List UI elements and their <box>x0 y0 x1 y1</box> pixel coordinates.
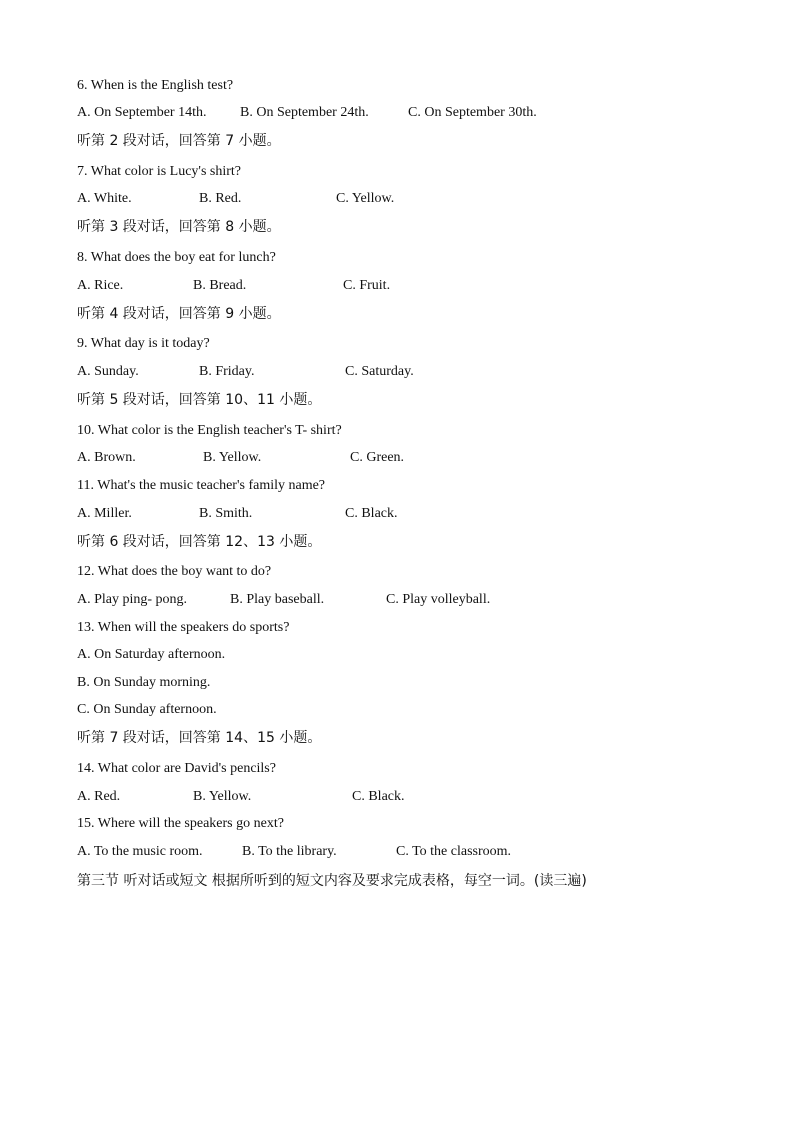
option-b: B. On Sunday morning. <box>77 675 211 690</box>
section-heading-6: 听第 6 段对话，回答第 12、13 小题。 <box>77 534 322 550</box>
option-b: B. On September 24th. <box>240 105 369 120</box>
question-12: 12. What does the boy want to do? <box>77 564 272 579</box>
option-a: A. Brown. <box>77 450 136 465</box>
question-7: 7. What color is Lucy's shirt? <box>77 164 242 179</box>
option-b: B. Yellow. <box>193 789 252 804</box>
option-b: B. Play baseball. <box>230 592 325 607</box>
options-q11 <box>77 504 717 524</box>
options-q7 <box>77 189 717 209</box>
question-10: 10. What color is the English teacher's T- shirt? <box>77 423 342 438</box>
section-heading-2: 听第 2 段对话，回答第 7 小题。 <box>77 133 281 149</box>
options-q9 <box>77 362 717 382</box>
options-q8 <box>77 276 717 296</box>
option-c: C. Fruit. <box>343 278 391 293</box>
section-heading-4: 听第 4 段对话，回答第 9 小题。 <box>77 306 281 322</box>
option-b: B. Bread. <box>193 278 247 293</box>
part-3-heading: 第三节 听对话或短文 根据所听到的短文内容及要求完成表格，每空一词。(读三遍) <box>77 873 587 889</box>
question-11: 11. What's the music teacher's family name? <box>77 478 326 493</box>
option-a: A. On Saturday afternoon. <box>77 647 226 662</box>
options-q12 <box>77 590 717 610</box>
option-b: B. Smith. <box>199 506 253 521</box>
option-b: B. To the library. <box>242 844 337 859</box>
option-a: A. Sunday. <box>77 364 139 379</box>
option-a: A. Miller. <box>77 506 132 521</box>
option-c: C. Black. <box>352 789 405 804</box>
option-a: A. Play ping- pong. <box>77 592 188 607</box>
option-a: A. On September 14th. <box>77 105 207 120</box>
question-14: 14. What color are David's pencils? <box>77 761 276 776</box>
question-6: 6. When is the English test? <box>77 78 234 93</box>
option-c: C. Black. <box>345 506 398 521</box>
options-q14 <box>77 787 717 807</box>
section-heading-5: 听第 5 段对话，回答第 10、11 小题。 <box>77 392 322 408</box>
section-heading-3: 听第 3 段对话，回答第 8 小题。 <box>77 219 281 235</box>
question-9: 9. What day is it today? <box>77 336 210 351</box>
option-c: C. On Sunday afternoon. <box>77 702 217 717</box>
option-c: C. On September 30th. <box>408 105 537 120</box>
option-c: C. Saturday. <box>345 364 414 379</box>
option-a: A. Rice. <box>77 278 124 293</box>
option-c: C. Yellow. <box>336 191 395 206</box>
options-q6 <box>77 103 717 123</box>
option-b: B. Red. <box>199 191 242 206</box>
option-c: C. Play volleyball. <box>386 592 491 607</box>
option-a: A. Red. <box>77 789 121 804</box>
option-a: A. To the music room. <box>77 844 203 859</box>
question-13: 13. When will the speakers do sports? <box>77 620 290 635</box>
option-c: C. To the classroom. <box>396 844 512 859</box>
options-q10 <box>77 448 717 468</box>
option-a: A. White. <box>77 191 132 206</box>
option-b: B. Yellow. <box>203 450 262 465</box>
options-q15 <box>77 842 717 862</box>
question-15: 15. Where will the speakers go next? <box>77 816 284 831</box>
section-heading-7: 听第 7 段对话，回答第 14、15 小题。 <box>77 730 322 746</box>
question-8: 8. What does the boy eat for lunch? <box>77 250 276 265</box>
option-c: C. Green. <box>350 450 405 465</box>
option-b: B. Friday. <box>199 364 255 379</box>
